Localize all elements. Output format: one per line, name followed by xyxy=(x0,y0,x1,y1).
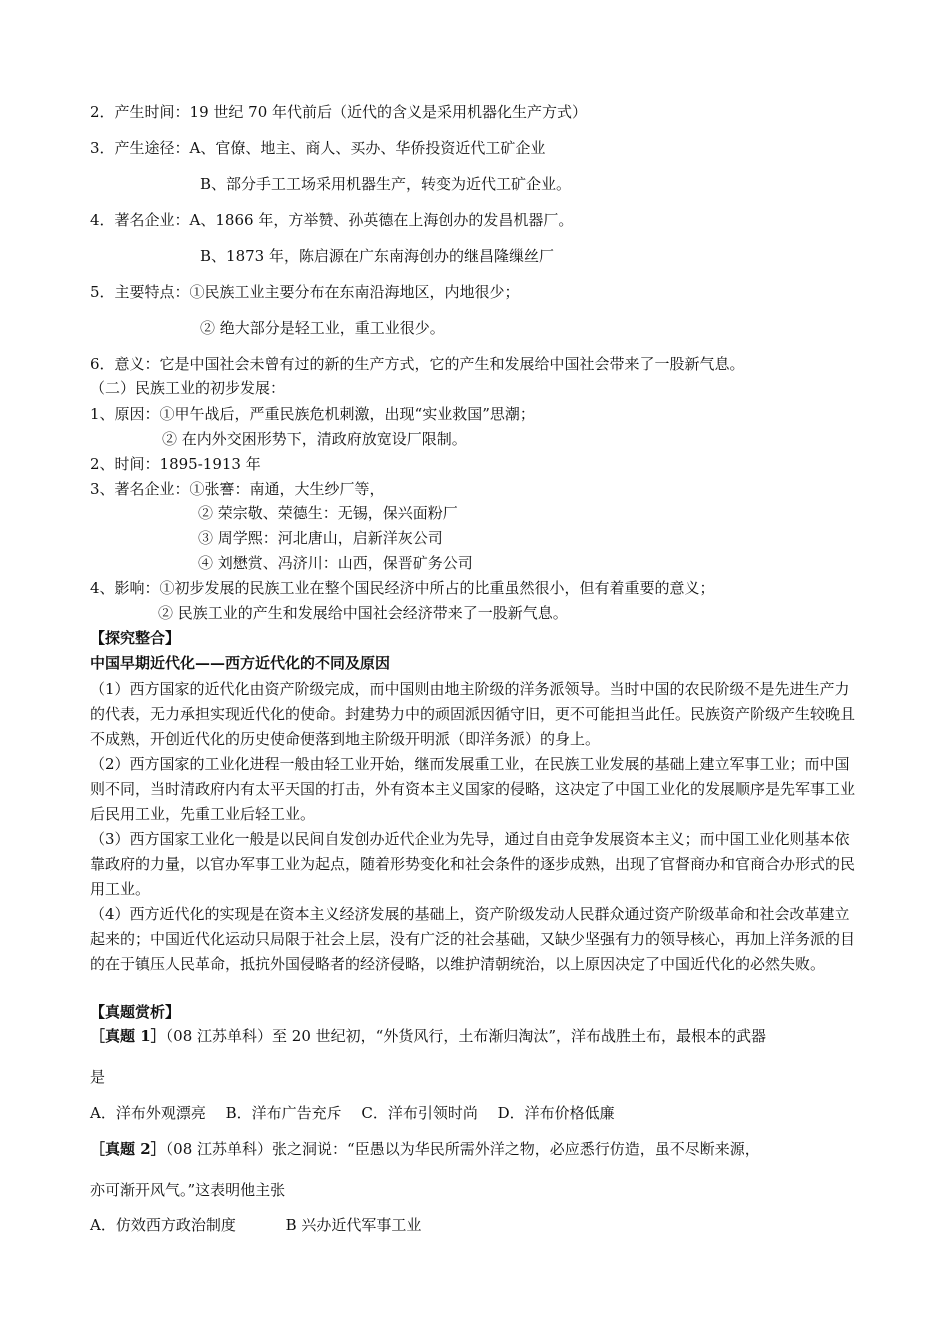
significance-line: 6．意义：它是中国社会未曾有过的新的生产方式，它的产生和发展给中国社会带来了一股新气息。 xyxy=(90,355,745,373)
explore-paragraph-4: （4）西方近代化的实现是在资本主义经济发展的基础上，资产阶级发动人民群众通过资产阶级革命和社会改革建立起来的；中国近代化运动只局限于社会上层，没有广泛的社会基础，又缺少坚强有力的领导核心，再加上洋务派的目的在于镇压人民革命，抵抗外国侵略者的经济侵略，以维护清朝统治，以上原因决定了中国近代化的必然失败。 xyxy=(90,905,856,973)
enterprises-line-b: ② 荣宗敬、荣德生：无锡，保兴面粉厂 xyxy=(198,504,458,522)
question-2-options: A．仿效西方政治制度 B 兴办近代军事工业 xyxy=(90,1216,422,1234)
impact-line: 4、影响：①初步发展的民族工业在整个国民经济中所占的比重虽然很小，但有着重要的意义； xyxy=(90,579,715,597)
question-1-text: （08 江苏单科）至 20 世纪初，“外货风行，土布渐归淘汰”，洋布战胜土布，最根本的武器 xyxy=(165,1027,766,1045)
explore-paragraph-3: （3）西方国家工业化一般是以民间自发创办近代企业为先导，通过自由竞争发展资本主义；而中国工业化则基本依靠政府的力量，以官办军事工业为起点，随着形势变化和社会条件的逐步成熟，出现了官督商办和官商合办形式的民用工业。 xyxy=(90,830,856,898)
explore-heading: 【探究整合】 xyxy=(90,629,181,647)
cause-line: 1、原因：①甲午战后，严重民族危机刺激，出现“实业救国”思潮； xyxy=(90,405,535,423)
enterprises-line: 3、著名企业：①张謇：南通，大生纱厂等， xyxy=(90,480,385,498)
famous-enterprise-line: 4．著名企业：A、1866 年，方举赞、孙英德在上海创办的发昌机器厂。 xyxy=(90,211,574,229)
question-2-continuation: 亦可渐开风气。”这表明他主张 xyxy=(90,1181,286,1199)
question-2-tag: ［真题 2］ xyxy=(90,1140,166,1158)
features-line: 5．主要特点：①民族工业主要分布在东南沿海地区，内地很少； xyxy=(90,283,520,301)
origin-path-line: 3．产生途径：A、官僚、地主、商人、买办、华侨投资近代工矿企业 xyxy=(90,139,546,157)
question-2 xyxy=(90,1139,760,1159)
cause-line-b: ② 在内外交困形势下，清政府放宽设厂限制。 xyxy=(162,430,467,448)
question-2-text: （08 江苏单科）张之洞说：“臣愚以为华民所需外洋之物，必应悉行仿造，虽不尽断来源， xyxy=(165,1140,760,1158)
explore-paragraph-2: （2）西方国家的工业化进程一般由轻工业开始，继而发展重工业，在民族工业发展的基础上建立军事工业；而中国则不同，当时清政府内有太平天国的打击，外有资本主义国家的侵略，这决定了中国工业化的发展顺序是先军事工业后民用工业，先重工业后轻工业。 xyxy=(90,755,856,823)
question-1-continuation: 是 xyxy=(90,1068,106,1086)
question-1-options: A．洋布外观漂亮 B．洋布广告充斥 C．洋布引领时尚 D．洋布价格低廉 xyxy=(90,1104,615,1122)
exam-heading: 【真题赏析】 xyxy=(90,1003,181,1021)
explore-paragraph-1: （1）西方国家的近代化由资产阶级完成，而中国则由地主阶级的洋务派领导。当时中国的农民阶级不是先进生产力的代表，无力承担实现近代化的使命。封建势力中的顽固派因循守旧，更不可能担当此任。民族资产阶级产生较晚且不成熟，开创近代化的历史使命便落到地主阶级开明派（即洋务派）的身上。 xyxy=(90,680,856,748)
origin-path-line-b: B、部分手工工场采用机器生产，转变为近代工矿企业。 xyxy=(200,175,572,193)
time-line: 2、时间：1895-1913 年 xyxy=(90,455,261,473)
question-1 xyxy=(90,1026,766,1046)
explore-subheading: 中国早期近代化——西方近代化的不同及原因 xyxy=(90,654,391,672)
features-line-b: ② 绝大部分是轻工业，重工业很少。 xyxy=(200,319,445,337)
section-two-title: （二）民族工业的初步发展： xyxy=(90,379,286,397)
enterprises-line-c: ③ 周学熙：河北唐山，启新洋灰公司 xyxy=(198,529,443,547)
enterprises-line-d: ④ 刘懋赏、冯济川：山西，保晋矿务公司 xyxy=(198,554,473,572)
origin-time-line: 2．产生时间：19 世纪 70 年代前后（近代的含义是采用机器化生产方式） xyxy=(90,103,588,121)
famous-enterprise-line-b: B、1873 年，陈启源在广东南海创办的继昌隆缫丝厂 xyxy=(200,247,554,265)
question-1-tag: ［真题 1］ xyxy=(90,1027,166,1045)
impact-line-b: ② 民族工业的产生和发展给中国社会经济带来了一股新气息。 xyxy=(158,604,568,622)
